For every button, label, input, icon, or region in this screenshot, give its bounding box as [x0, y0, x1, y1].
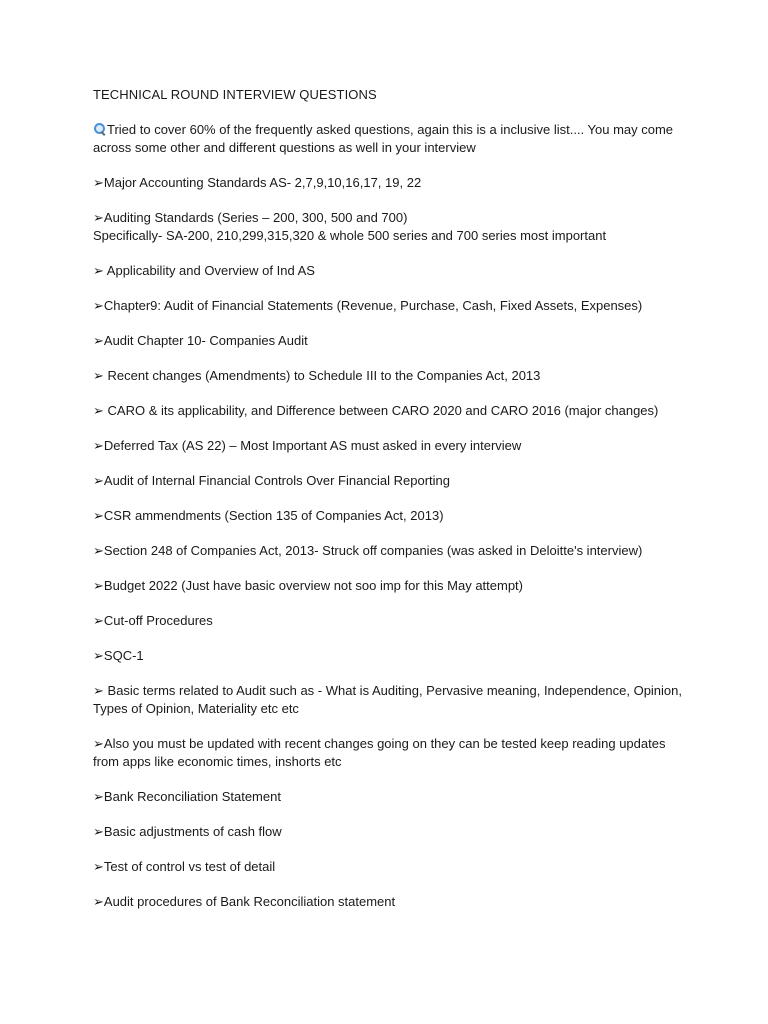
list-item: [93, 647, 693, 665]
list-item: [93, 577, 693, 595]
bullet-arrow-icon: ➢: [93, 894, 104, 909]
bullet-arrow-icon: ➢: [93, 789, 104, 804]
list-item: [93, 682, 693, 718]
document-title: TECHNICAL ROUND INTERVIEW QUESTIONS: [93, 87, 377, 102]
bullet-arrow-icon: ➢: [93, 438, 104, 453]
magnifier-icon: [93, 123, 106, 136]
bullet-arrow-icon: ➢: [93, 473, 104, 488]
list-item: [93, 297, 693, 315]
list-item: [93, 332, 693, 350]
list-item-text: Chapter9: Audit of Financial Statements (Revenue, Purchase, Cash, Fixed Assets, Expenses): [103, 298, 643, 313]
bullet-arrow-icon: ➢: [93, 859, 104, 874]
list-item-text: CARO & its applicability, and Difference between CARO 2020 and CARO 2016 (major changes): [103, 403, 659, 418]
list-item-text: Bank Reconciliation Statement: [103, 789, 281, 804]
list-item-text: Recent changes (Amendments) to Schedule III to the Companies Act, 2013: [103, 368, 541, 383]
list-item: [93, 209, 693, 245]
list-item: [93, 788, 693, 806]
list-item: [93, 402, 693, 420]
list-item-text: Major Accounting Standards AS- 2,7,9,10,16,17, 19, 22: [103, 175, 422, 190]
list-item-text: Audit Chapter 10- Companies Audit: [103, 333, 308, 348]
list-item-text: Auditing Standards (Series – 200, 300, 500 and 700): [103, 210, 408, 225]
intro-paragraph: [93, 121, 693, 157]
bullet-arrow-icon: ➢: [93, 736, 104, 751]
list-item: [93, 262, 693, 280]
list-item: [93, 367, 693, 385]
bullet-arrow-icon: ➢: [93, 648, 104, 663]
bullet-arrow-icon: ➢: [93, 824, 104, 839]
list-item: [93, 174, 693, 192]
list-item-subline: Specifically- SA-200, 210,299,315,320 & whole 500 series and 700 series most important: [93, 228, 607, 243]
document-page: [93, 86, 693, 928]
list-item-text: Deferred Tax (AS 22) – Most Important AS must asked in every interview: [103, 438, 522, 453]
list-item: [93, 472, 693, 490]
bullet-arrow-icon: ➢: [93, 683, 104, 698]
list-item: [93, 735, 693, 771]
list-item-text: Basic adjustments of cash flow: [103, 824, 282, 839]
list-item: [93, 612, 693, 630]
bullet-arrow-icon: ➢: [93, 543, 104, 558]
list-item-text: Section 248 of Companies Act, 2013- Struck off companies (was asked in Deloitte's interview): [103, 543, 643, 558]
bullet-arrow-icon: ➢: [93, 403, 104, 418]
list-item-text: Test of control vs test of detail: [103, 859, 276, 874]
intro-text: Tried to cover 60% of the frequently asked questions, again this is a inclusive list.... You may come across some other and different questions as well in your interview: [93, 122, 674, 155]
list-item: [93, 858, 693, 876]
list-item-text: Applicability and Overview of Ind AS: [103, 263, 315, 278]
bullet-arrow-icon: ➢: [93, 298, 104, 313]
bullet-arrow-icon: ➢: [93, 613, 104, 628]
list-item-text: Basic terms related to Audit such as - What is Auditing, Pervasive meaning, Independence, Opinion, Types of Opinion, Materiality etc etc: [93, 683, 686, 716]
list-item-text: Cut-off Procedures: [103, 613, 213, 628]
list-item-text: SQC-1: [103, 648, 144, 663]
bullet-arrow-icon: ➢: [93, 333, 104, 348]
bullet-arrow-icon: ➢: [93, 508, 104, 523]
bullet-arrow-icon: ➢: [93, 175, 104, 190]
list-item: [93, 542, 693, 560]
list-item-text: CSR ammendments (Section 135 of Companies Act, 2013): [103, 508, 444, 523]
bullet-arrow-icon: ➢: [93, 578, 104, 593]
bullet-arrow-icon: ➢: [93, 263, 104, 278]
list-item: [93, 437, 693, 455]
list-item-text: Budget 2022 (Just have basic overview not soo imp for this May attempt): [103, 578, 523, 593]
bullet-arrow-icon: ➢: [93, 368, 104, 383]
list-item-text: Also you must be updated with recent changes going on they can be tested keep reading updates from apps like economic times, inshorts etc: [93, 736, 670, 769]
bullet-arrow-icon: ➢: [93, 210, 104, 225]
list-item-text: Audit procedures of Bank Reconciliation statement: [103, 894, 396, 909]
list-item-text: Audit of Internal Financial Controls Over Financial Reporting: [103, 473, 451, 488]
list-item: [93, 507, 693, 525]
list-item: [93, 893, 693, 911]
question-list: [93, 174, 693, 911]
list-item: [93, 823, 693, 841]
